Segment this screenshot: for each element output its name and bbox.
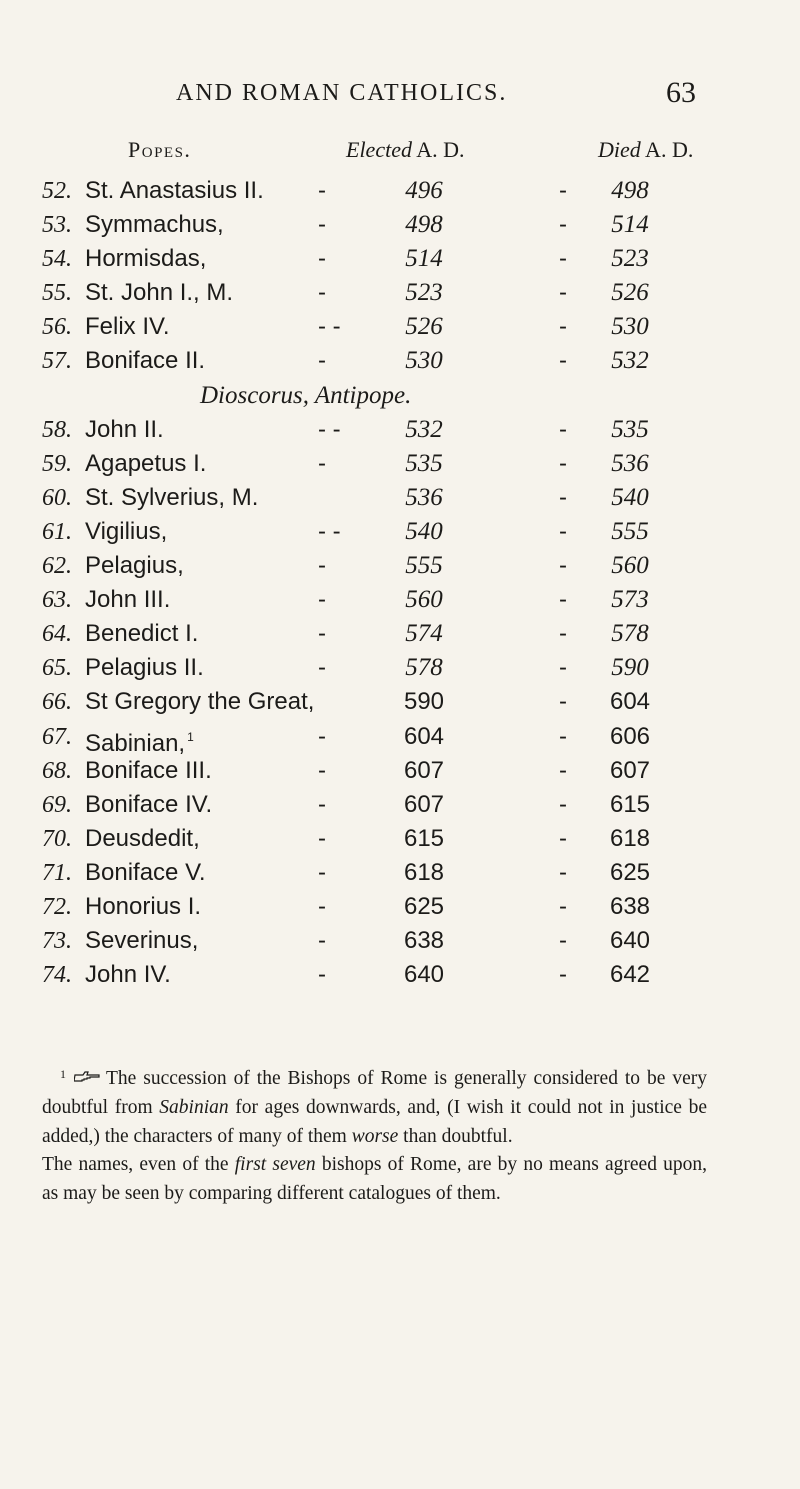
- row-elected: 574: [405, 620, 443, 648]
- running-title: AND ROMAN CATHOLICS.: [176, 80, 508, 106]
- row-died: 615: [609, 790, 651, 818]
- row-died: 560: [611, 552, 649, 580]
- footnote-mark: 1: [60, 1067, 66, 1081]
- row-name: Felix IV.: [85, 313, 170, 341]
- row-died: 514: [611, 211, 649, 239]
- elected-label: Elected: [346, 137, 412, 162]
- row-dash1: -: [318, 449, 326, 477]
- row-elected: 607: [403, 790, 445, 818]
- row-died: 578: [611, 620, 649, 648]
- row-died: 526: [611, 279, 649, 307]
- footnote-text-1a: The succession of the Bishops of Rome is generally considered to be very doubtful from: [42, 1068, 707, 1118]
- row-name: Boniface II.: [85, 347, 206, 375]
- row-num: 54.: [42, 246, 72, 273]
- row-dash2: -: [559, 961, 567, 989]
- footnote-text-2b: bishops of Rome, are by no means agreed upon, as may be seen by comparing different catalogues of them.: [42, 1154, 708, 1205]
- table-row: [0, 685, 800, 719]
- table-row: [0, 720, 800, 757]
- row-died: 640: [609, 927, 651, 955]
- row-dash2: -: [559, 688, 567, 716]
- row-elected: 540: [405, 517, 443, 545]
- row-dash2: -: [559, 790, 567, 818]
- row-name: Pelagius,: [85, 552, 184, 580]
- row-died: 625: [609, 858, 651, 886]
- table-row: [0, 754, 800, 788]
- table-row: [0, 174, 800, 208]
- row-dash2: -: [559, 586, 567, 614]
- row-num: 71.: [42, 859, 72, 886]
- row-elected: 523: [405, 279, 443, 307]
- elected-suffix: A. D.: [411, 137, 465, 162]
- footnote-em-first-seven: first seven: [234, 1154, 316, 1176]
- row-dash2: -: [559, 858, 567, 886]
- row-dash1: -: [318, 279, 326, 307]
- row-elected: 536: [405, 483, 443, 511]
- table-row: [0, 549, 800, 583]
- row-dash2: -: [559, 620, 567, 648]
- row-name: St. Sylverius, M.: [85, 483, 259, 511]
- antipope-note-row: [0, 379, 800, 413]
- row-num: 52.: [42, 178, 72, 204]
- table-row: [0, 617, 800, 651]
- row-num: 55.: [42, 280, 72, 307]
- row-died: 607: [609, 756, 651, 784]
- footnote: [42, 1060, 707, 1209]
- row-dash2: -: [559, 177, 567, 204]
- row-died: 536: [611, 449, 649, 477]
- table-row: [0, 310, 800, 344]
- row-name: Boniface III.: [85, 756, 212, 784]
- row-elected: 496: [405, 177, 443, 204]
- row-dash1: -: [318, 586, 326, 614]
- row-elected: 532: [405, 415, 443, 443]
- row-dash1: -: [318, 927, 326, 955]
- row-dash1: -: [318, 211, 326, 239]
- row-num: 68.: [42, 757, 72, 784]
- row-dash1: -: [318, 790, 326, 818]
- row-num: 65.: [42, 655, 72, 682]
- row-elected: 526: [405, 313, 443, 341]
- row-num: 60.: [42, 484, 72, 511]
- row-dash1: -: [318, 756, 326, 784]
- row-num: 74.: [42, 962, 72, 989]
- row-name: Sabinian, $^1$: [85, 729, 194, 757]
- row-name: Agapetus I.: [85, 449, 207, 477]
- row-dash2: -: [559, 279, 567, 307]
- row-dash1: - -: [318, 415, 341, 443]
- row-died: 555: [611, 517, 649, 545]
- footnote-reference: 1: [187, 729, 194, 744]
- row-dash2: -: [559, 211, 567, 239]
- row-died: 590: [611, 654, 649, 682]
- row-dash2: -: [559, 722, 567, 750]
- row-elected: 625: [403, 892, 445, 920]
- died-column-header: [598, 137, 693, 163]
- table-row: [0, 413, 800, 447]
- row-elected: 514: [405, 245, 443, 273]
- table-row: [0, 651, 800, 685]
- popes-table: [0, 174, 800, 992]
- row-elected: 638: [403, 927, 445, 955]
- row-dash1: -: [318, 654, 326, 682]
- row-dash1: -: [318, 961, 326, 989]
- row-dash1: -: [318, 245, 326, 273]
- row-name: Benedict I.: [85, 620, 199, 648]
- row-elected: 560: [405, 586, 443, 614]
- row-dash1: -: [318, 177, 326, 204]
- row-name: John III.: [85, 586, 171, 614]
- row-dash1: -: [318, 347, 326, 375]
- row-dash1: -: [318, 892, 326, 920]
- row-elected: 498: [405, 211, 443, 239]
- row-dash2: -: [559, 654, 567, 682]
- column-headers: [0, 137, 800, 171]
- died-suffix: A. D.: [640, 137, 694, 162]
- row-dash1: - -: [318, 313, 341, 341]
- table-row: [0, 208, 800, 242]
- row-num: 62.: [42, 553, 72, 580]
- row-num: 57.: [42, 348, 72, 375]
- row-dash2: -: [559, 245, 567, 273]
- row-dash2: -: [559, 313, 567, 341]
- row-dash1: -: [318, 722, 326, 750]
- row-num: 61.: [42, 518, 72, 545]
- table-row: [0, 788, 800, 822]
- row-dash1: -: [318, 620, 326, 648]
- row-dash2: -: [559, 517, 567, 545]
- row-name: Boniface V.: [85, 858, 206, 886]
- row-elected: 607: [403, 756, 445, 784]
- row-name: Deusdedit,: [85, 824, 200, 852]
- row-died: 604: [609, 688, 651, 716]
- footnote-paragraph-1: [42, 1060, 707, 1151]
- row-died: 638: [609, 892, 651, 920]
- row-name: John IV.: [85, 961, 171, 989]
- row-died: 642: [609, 961, 651, 989]
- row-name: Honorius I.: [85, 892, 202, 920]
- table-row: [0, 958, 800, 992]
- table-row: [0, 447, 800, 481]
- row-dash2: -: [559, 449, 567, 477]
- row-num: 72.: [42, 893, 72, 920]
- row-dash2: -: [559, 347, 567, 375]
- table-row: [0, 515, 800, 549]
- row-name: Boniface IV.: [85, 790, 213, 818]
- footnote-em-sabinian: Sabinian: [159, 1096, 229, 1118]
- row-dash2: -: [559, 927, 567, 955]
- row-num: 58.: [42, 416, 72, 443]
- footnote-paragraph-2: [42, 1151, 707, 1209]
- row-dash1: -: [318, 824, 326, 852]
- row-name: Vigilius,: [85, 517, 168, 545]
- row-num: 64.: [42, 621, 72, 648]
- row-elected: 535: [405, 449, 443, 477]
- row-died: 606: [609, 722, 651, 750]
- table-row: [0, 481, 800, 515]
- row-name: St. Anastasius II.: [85, 177, 264, 204]
- footnote-text-1c: than doubtful.: [398, 1125, 513, 1147]
- row-num: 70.: [42, 825, 72, 852]
- row-elected: 640: [403, 961, 445, 989]
- table-row: [0, 890, 800, 924]
- footnote-text-2a: The names, even of the: [42, 1154, 235, 1176]
- row-dash2: -: [559, 483, 567, 511]
- row-num: 59.: [42, 450, 72, 477]
- row-elected: 615: [403, 824, 445, 852]
- row-num: 53.: [42, 212, 72, 239]
- row-elected: 578: [405, 654, 443, 682]
- row-name: Pelagius II.: [85, 654, 204, 682]
- row-num: 69.: [42, 791, 72, 818]
- row-dash2: -: [559, 415, 567, 443]
- row-elected: 555: [405, 552, 443, 580]
- row-name: Symmachus,: [85, 211, 224, 239]
- row-name: Hormisdas,: [85, 245, 207, 273]
- table-row: [0, 242, 800, 276]
- table-row: [0, 822, 800, 856]
- row-died: 573: [611, 586, 649, 614]
- row-died: 535: [611, 415, 649, 443]
- row-died: 618: [609, 824, 651, 852]
- table-row: [0, 583, 800, 617]
- row-died: 498: [611, 177, 649, 204]
- popes-column-header: Popes.: [128, 137, 192, 162]
- table-row: [0, 856, 800, 890]
- row-num: 66.: [42, 689, 72, 716]
- elected-column-header: [346, 137, 465, 163]
- table-row: [0, 344, 800, 378]
- row-dash1: -: [318, 858, 326, 886]
- row-elected: 618: [403, 858, 445, 886]
- row-dash2: -: [559, 552, 567, 580]
- table-row: [0, 924, 800, 958]
- row-elected: 530: [405, 347, 443, 375]
- row-dash2: -: [559, 756, 567, 784]
- row-name: Severinus,: [85, 927, 199, 955]
- row-died: 523: [611, 245, 649, 273]
- row-num: 73.: [42, 928, 72, 955]
- row-died: 530: [611, 313, 649, 341]
- row-name: St. John I., M.: [85, 279, 234, 307]
- pointing-hand-icon: [74, 1071, 100, 1085]
- row-name: St Gregory the Great,: [85, 688, 315, 716]
- row-died: 532: [611, 347, 649, 375]
- antipope-note: Dioscorus, Antipope.: [200, 381, 412, 409]
- row-elected: 604: [403, 722, 445, 750]
- row-num: 63.: [42, 587, 72, 614]
- row-num: 56.: [42, 314, 72, 341]
- row-elected: 590: [403, 688, 445, 716]
- footnote-em-worse: worse: [351, 1125, 399, 1147]
- page-number: 63: [666, 76, 696, 109]
- row-dash1: -: [318, 552, 326, 580]
- row-num: 67.: [42, 723, 72, 750]
- table-row: [0, 276, 800, 310]
- row-dash1: - -: [318, 517, 341, 545]
- footnote-text-1b: for ages downwards, and, (I wish it could not in justice be added,) the characters of many of them: [42, 1096, 708, 1147]
- row-name: John II.: [85, 415, 164, 443]
- row-dash2: -: [559, 824, 567, 852]
- died-label: Died: [598, 137, 641, 162]
- row-dash2: -: [559, 892, 567, 920]
- row-died: 540: [611, 483, 649, 511]
